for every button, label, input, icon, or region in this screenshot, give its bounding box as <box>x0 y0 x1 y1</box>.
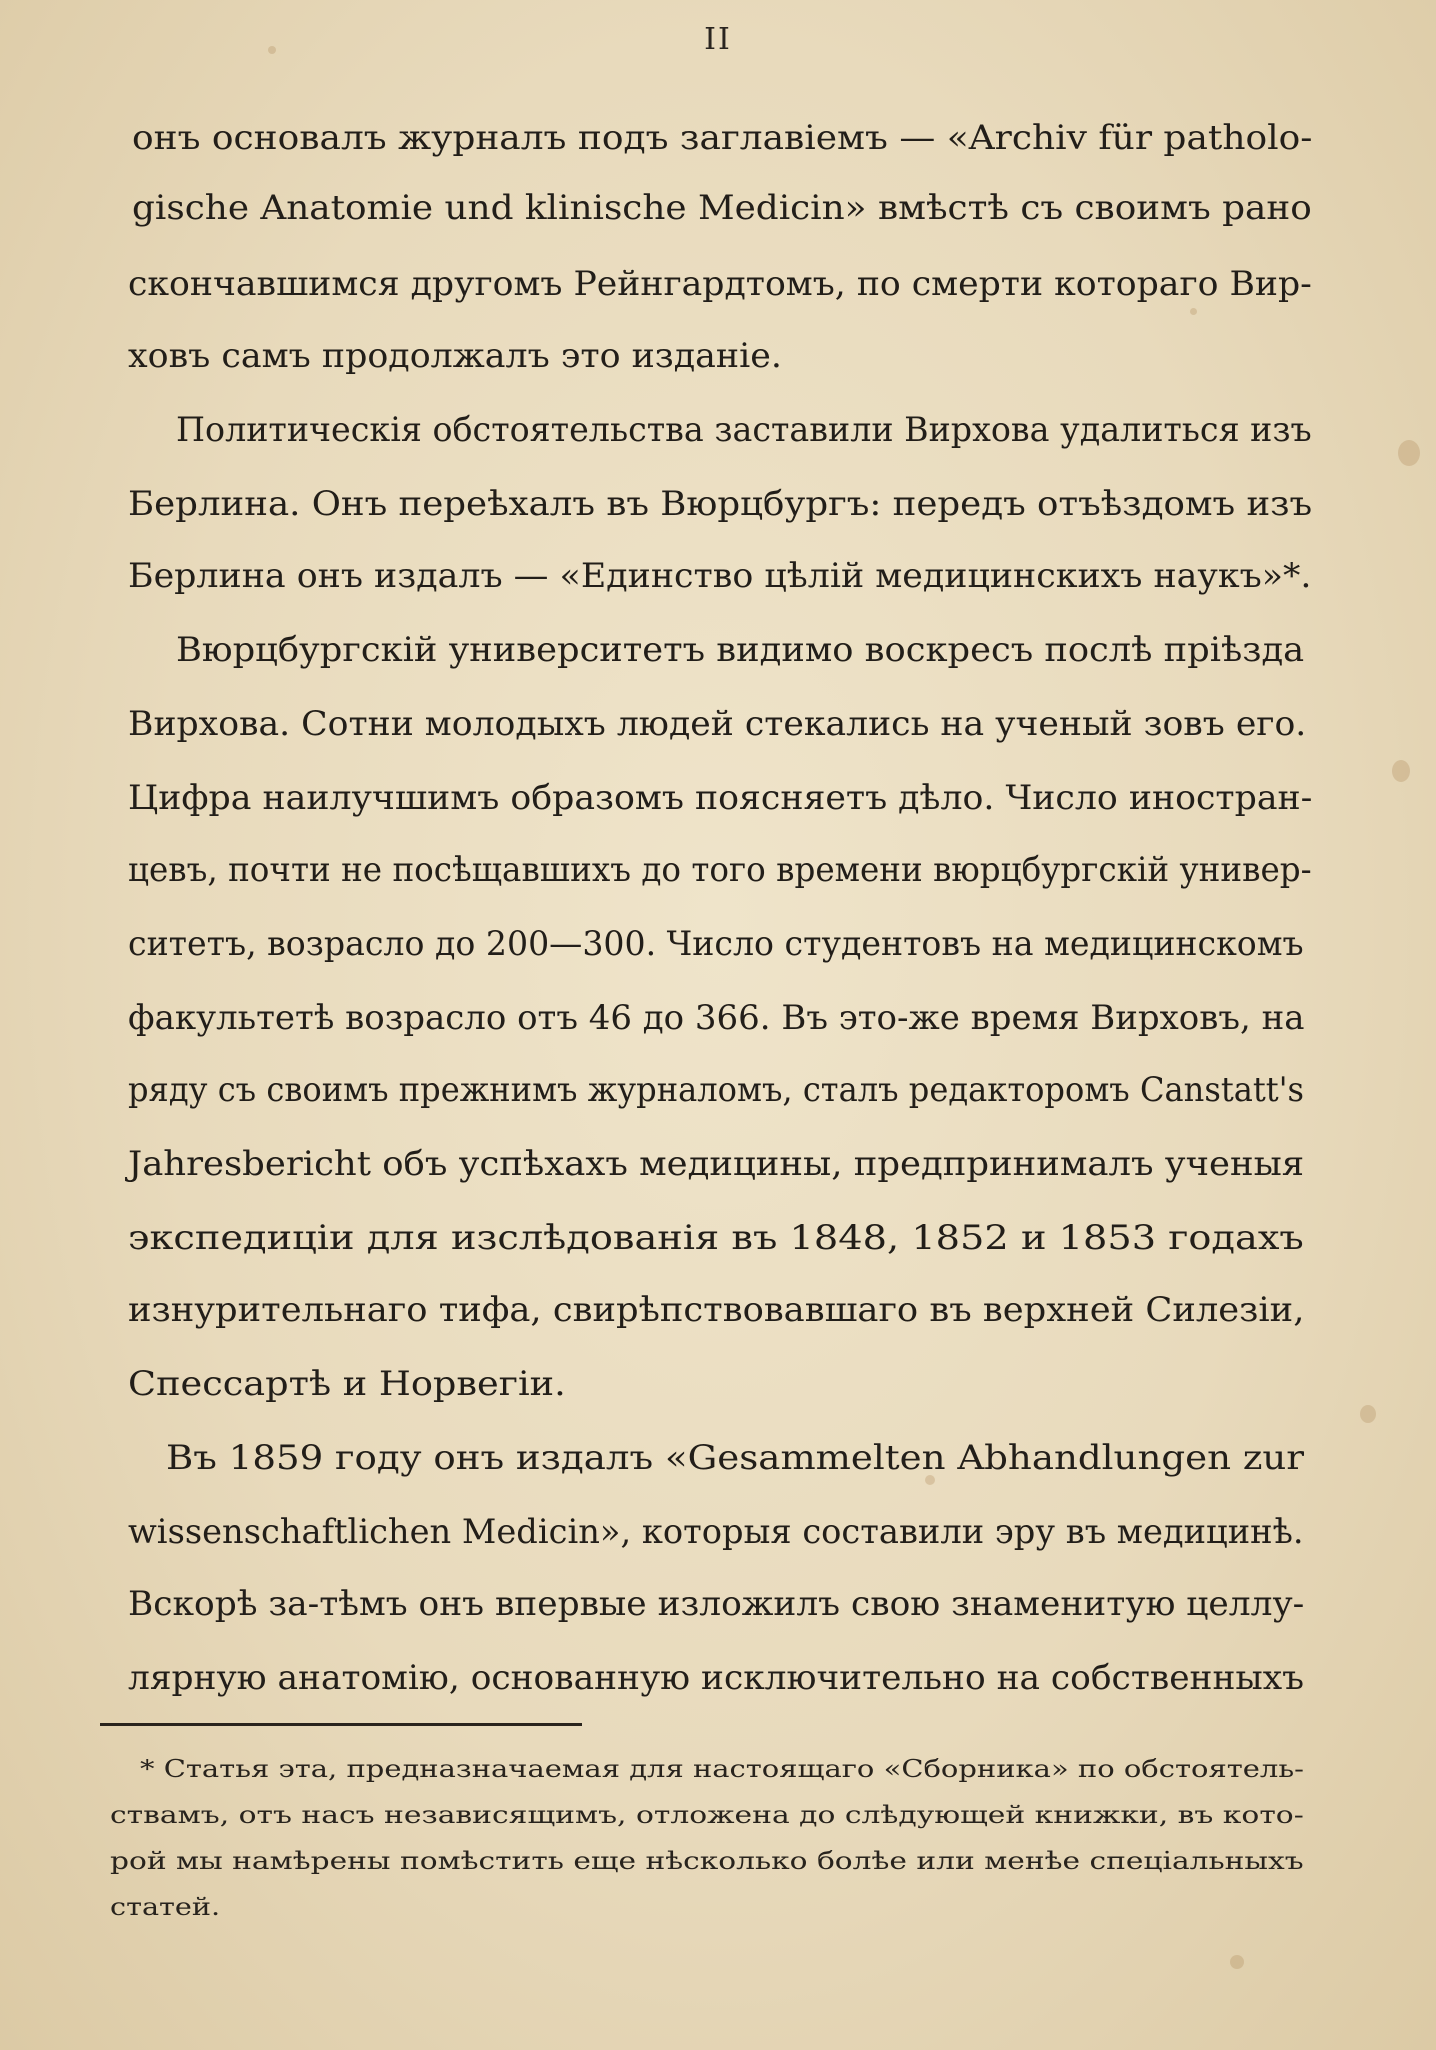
page-number: II <box>704 22 732 57</box>
text-line: скончавшимся другомъ Рейнгардтомъ, по смерти котораго Вир- <box>128 264 1312 304</box>
text-line: изнурительнаго тифа, свирѣпствовавшаго въ верхней Силезіи, <box>128 1290 1305 1330</box>
paper-stain <box>1392 760 1410 782</box>
text-line: gische Anatomie und klinische Medicin» вмѣстѣ съ своимъ рано <box>132 188 1312 228</box>
text-line: Jahresbericht объ успѣхахъ медицины, предпринималъ ученыя <box>128 1144 1305 1184</box>
text-line: Въ 1859 году онъ издалъ «Gesammelten Abhandlungen zur <box>166 1438 1305 1478</box>
text-line: Вскорѣ за-тѣмъ онъ впервые изложилъ свою знаменитую целлу- <box>128 1584 1305 1624</box>
footnote-divider <box>100 1723 582 1726</box>
footnote-line: ствамъ, отъ насъ независящимъ, отложена до слѣдующей книжки, въ кото- <box>110 1801 1304 1829</box>
text-line: Берлина онъ издалъ — «Единство цѣлій медицинскихъ наукъ»*. <box>128 556 1312 596</box>
text-line: Вюрцбургскій университетъ видимо воскресъ послѣ пріѣзда <box>176 630 1305 670</box>
text-line: Спессартѣ и Норвегіи. <box>128 1364 566 1404</box>
text-line: ряду съ своимъ прежнимъ журналомъ, сталъ редакторомъ Canstatt's <box>128 1070 1305 1110</box>
text-line: факультетѣ возрасло отъ 46 до 366. Въ это-же время Вирховъ, на <box>128 998 1305 1038</box>
paper-stain <box>1230 1955 1244 1969</box>
text-line: ситетъ, возрасло до 200—300. Число студентовъ на медицинскомъ <box>128 924 1304 964</box>
text-line: онъ основалъ журналъ подъ заглавіемъ — «Archiv für patholo- <box>132 118 1313 158</box>
text-line: Берлина. Онъ переѣхалъ въ Вюрцбургъ: передъ отъѣздомъ изъ <box>128 484 1313 524</box>
footnote-line: рой мы намѣрены помѣстить еще нѣсколько болѣе или менѣе спеціальныхъ <box>110 1847 1304 1875</box>
footnote-line: * Статья эта, предназначаемая для настоящаго «Сборника» по обстоятель- <box>140 1755 1304 1783</box>
text-line: Цифра наилучшимъ образомъ поясняетъ дѣло. Число иностран- <box>128 778 1313 818</box>
text-line: цевъ, почти не посѣщавшихъ до того времени вюрцбургскій универ- <box>128 850 1312 890</box>
paper-stain <box>1190 308 1197 315</box>
text-line: экспедиціи для изслѣдованія въ 1848, 1852 и 1853 годахъ <box>128 1218 1304 1258</box>
paper-stain <box>1360 1405 1376 1423</box>
text-line: ховъ самъ продолжалъ это изданіе. <box>128 336 782 376</box>
footnote-line: статей. <box>110 1893 221 1921</box>
text-line: Вирхова. Сотни молодыхъ людей стекались на ученый зовъ его. <box>128 704 1307 744</box>
text-line: wissenschaftlichen Medicin», которыя составили эру въ медицинѣ. <box>128 1512 1304 1552</box>
text-line: лярную анатомію, основанную исключительно на собственныхъ <box>128 1658 1304 1698</box>
text-line: Политическія обстоятельства заставили Вирхова удалиться изъ <box>176 410 1312 450</box>
paper-stain <box>1398 440 1420 466</box>
